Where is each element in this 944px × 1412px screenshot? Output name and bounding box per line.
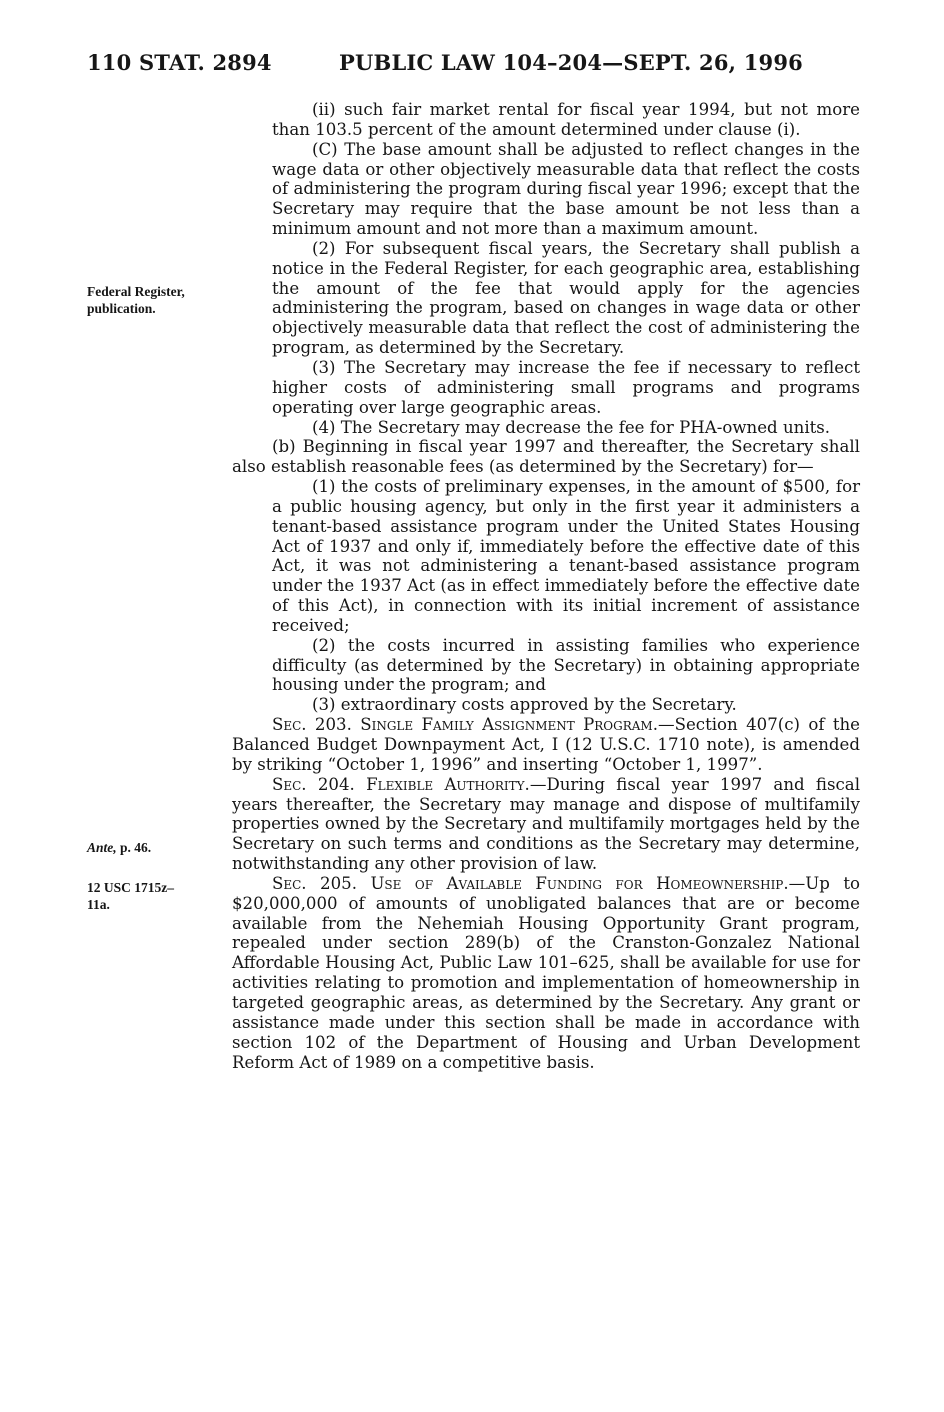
paragraph-3-increase-fee: (3) The Secretary may increase the fee if necessary to reflect higher costs of administering small programs and programs operating over large geographic areas. [272, 357, 860, 417]
ante-page: p. 46. [116, 840, 152, 855]
paragraph-2-subsequent-years: (2) For subsequent fiscal years, the Secretary shall publish a notice in the Federal Register, for each geographic area, establishing the amount of the fee that would apply for the agencies administering the program, based on changes in wage data or other objectively measurable data that reflect the cost of administering the program, as determined by the Secretary. [272, 238, 860, 358]
paragraph-b3-extraordinary-costs: (3) extraordinary costs approved by the Secretary. [312, 695, 737, 715]
section-204 [232, 775, 860, 874]
paragraph-4-decrease-fee: (4) The Secretary may decrease the fee for PHA-owned units. [312, 417, 831, 437]
margin-note-ante [87, 839, 237, 856]
paragraph-c-base-amount: (C) The base amount shall be adjusted to reflect changes in the wage data or other objectively measurable data that reflect the costs of administering the program during fiscal year 1996; except that the Secretary may require that the base amount be not less than a minimum amount and not more than a maximum amount. [272, 139, 860, 239]
document-body [232, 100, 860, 1072]
paragraph-clause-ii: (ii) such fair market rental for fiscal year 1994, but not more than 103.5 percent of the amount determined under clause (i). [272, 100, 860, 139]
margin-note-federal-register: Federal Register, publication. [87, 284, 185, 316]
section-204-text: —During fiscal year 1997 and fiscal years thereafter, the Secretary may manage and dispose of multifamily properties owned by the Secretary and multifamily mortgages held by the Secretary on such terms and conditions as the Secretary may determine, notwithstanding any other provision of law. [232, 774, 860, 874]
paragraph-b2-assisting-families: (2) the costs incurred in assisting families who experience difficulty (as determined by the Secretary) in obtaining appropriate housing under the program; and [272, 635, 860, 695]
paragraph-b1-preliminary-expenses: (1) the costs of preliminary expenses, in the amount of $500, for a public housing agency, but only in the first year it administers a tenant-based assistance program under the United States Housing Act of 1937 and only if, immediately before the effective date of this Act, it was not administering a tenant-based assistance program under the 1937 Act (as in effect immediately before the effective date of this Act), in connection with its initial increment of assistance received; [272, 477, 860, 635]
page-header [87, 50, 867, 80]
section-204-heading: Sec. 204. Flexible Authority. [272, 774, 530, 794]
section-205-heading: Sec. 205. Use of Available Funding for Homeownership. [272, 873, 789, 893]
statute-page-number: 110 STAT. 2894 [87, 50, 272, 75]
section-203 [232, 715, 860, 775]
section-203-heading: Sec. 203. Single Family Assignment Program. [272, 715, 658, 735]
margin-note-usc: 12 USC 1715z–11a. [87, 880, 174, 912]
section-205-text: —Up to $20,000,000 of amounts of unobligated balances that are or become available from the Nehemiah Housing Opportunity Grant program, repealed under section 289(b) of the Cranston-Gonzalez National Affordable Housing Act, Public Law 101–625, shall be available for use for activities relating to promotion and implementation of homeownership in targeted geographic areas, as determined by the Secretary. Any grant or assistance made under this section shall be made in accordance with section 102 of the Department of Housing and Urban Development Reform Act of 1989 on a competitive basis. [232, 873, 860, 1072]
section-205 [232, 874, 860, 1072]
section-203-text: —Section 407(c) of the Balanced Budget Downpayment Act, I (12 U.S.C. 1710 note), is amended by striking “October 1, 1996” and inserting “October 1, 1997”. [232, 715, 860, 774]
paragraph-b-reasonable-fees: (b) Beginning in fiscal year 1997 and thereafter, the Secretary shall also establish reasonable fees (as determined by the Secretary) for— [232, 437, 860, 477]
public-law-title: PUBLIC LAW 104–204—SEPT. 26, 1996 [339, 50, 803, 75]
ante-label: Ante, [87, 840, 117, 855]
